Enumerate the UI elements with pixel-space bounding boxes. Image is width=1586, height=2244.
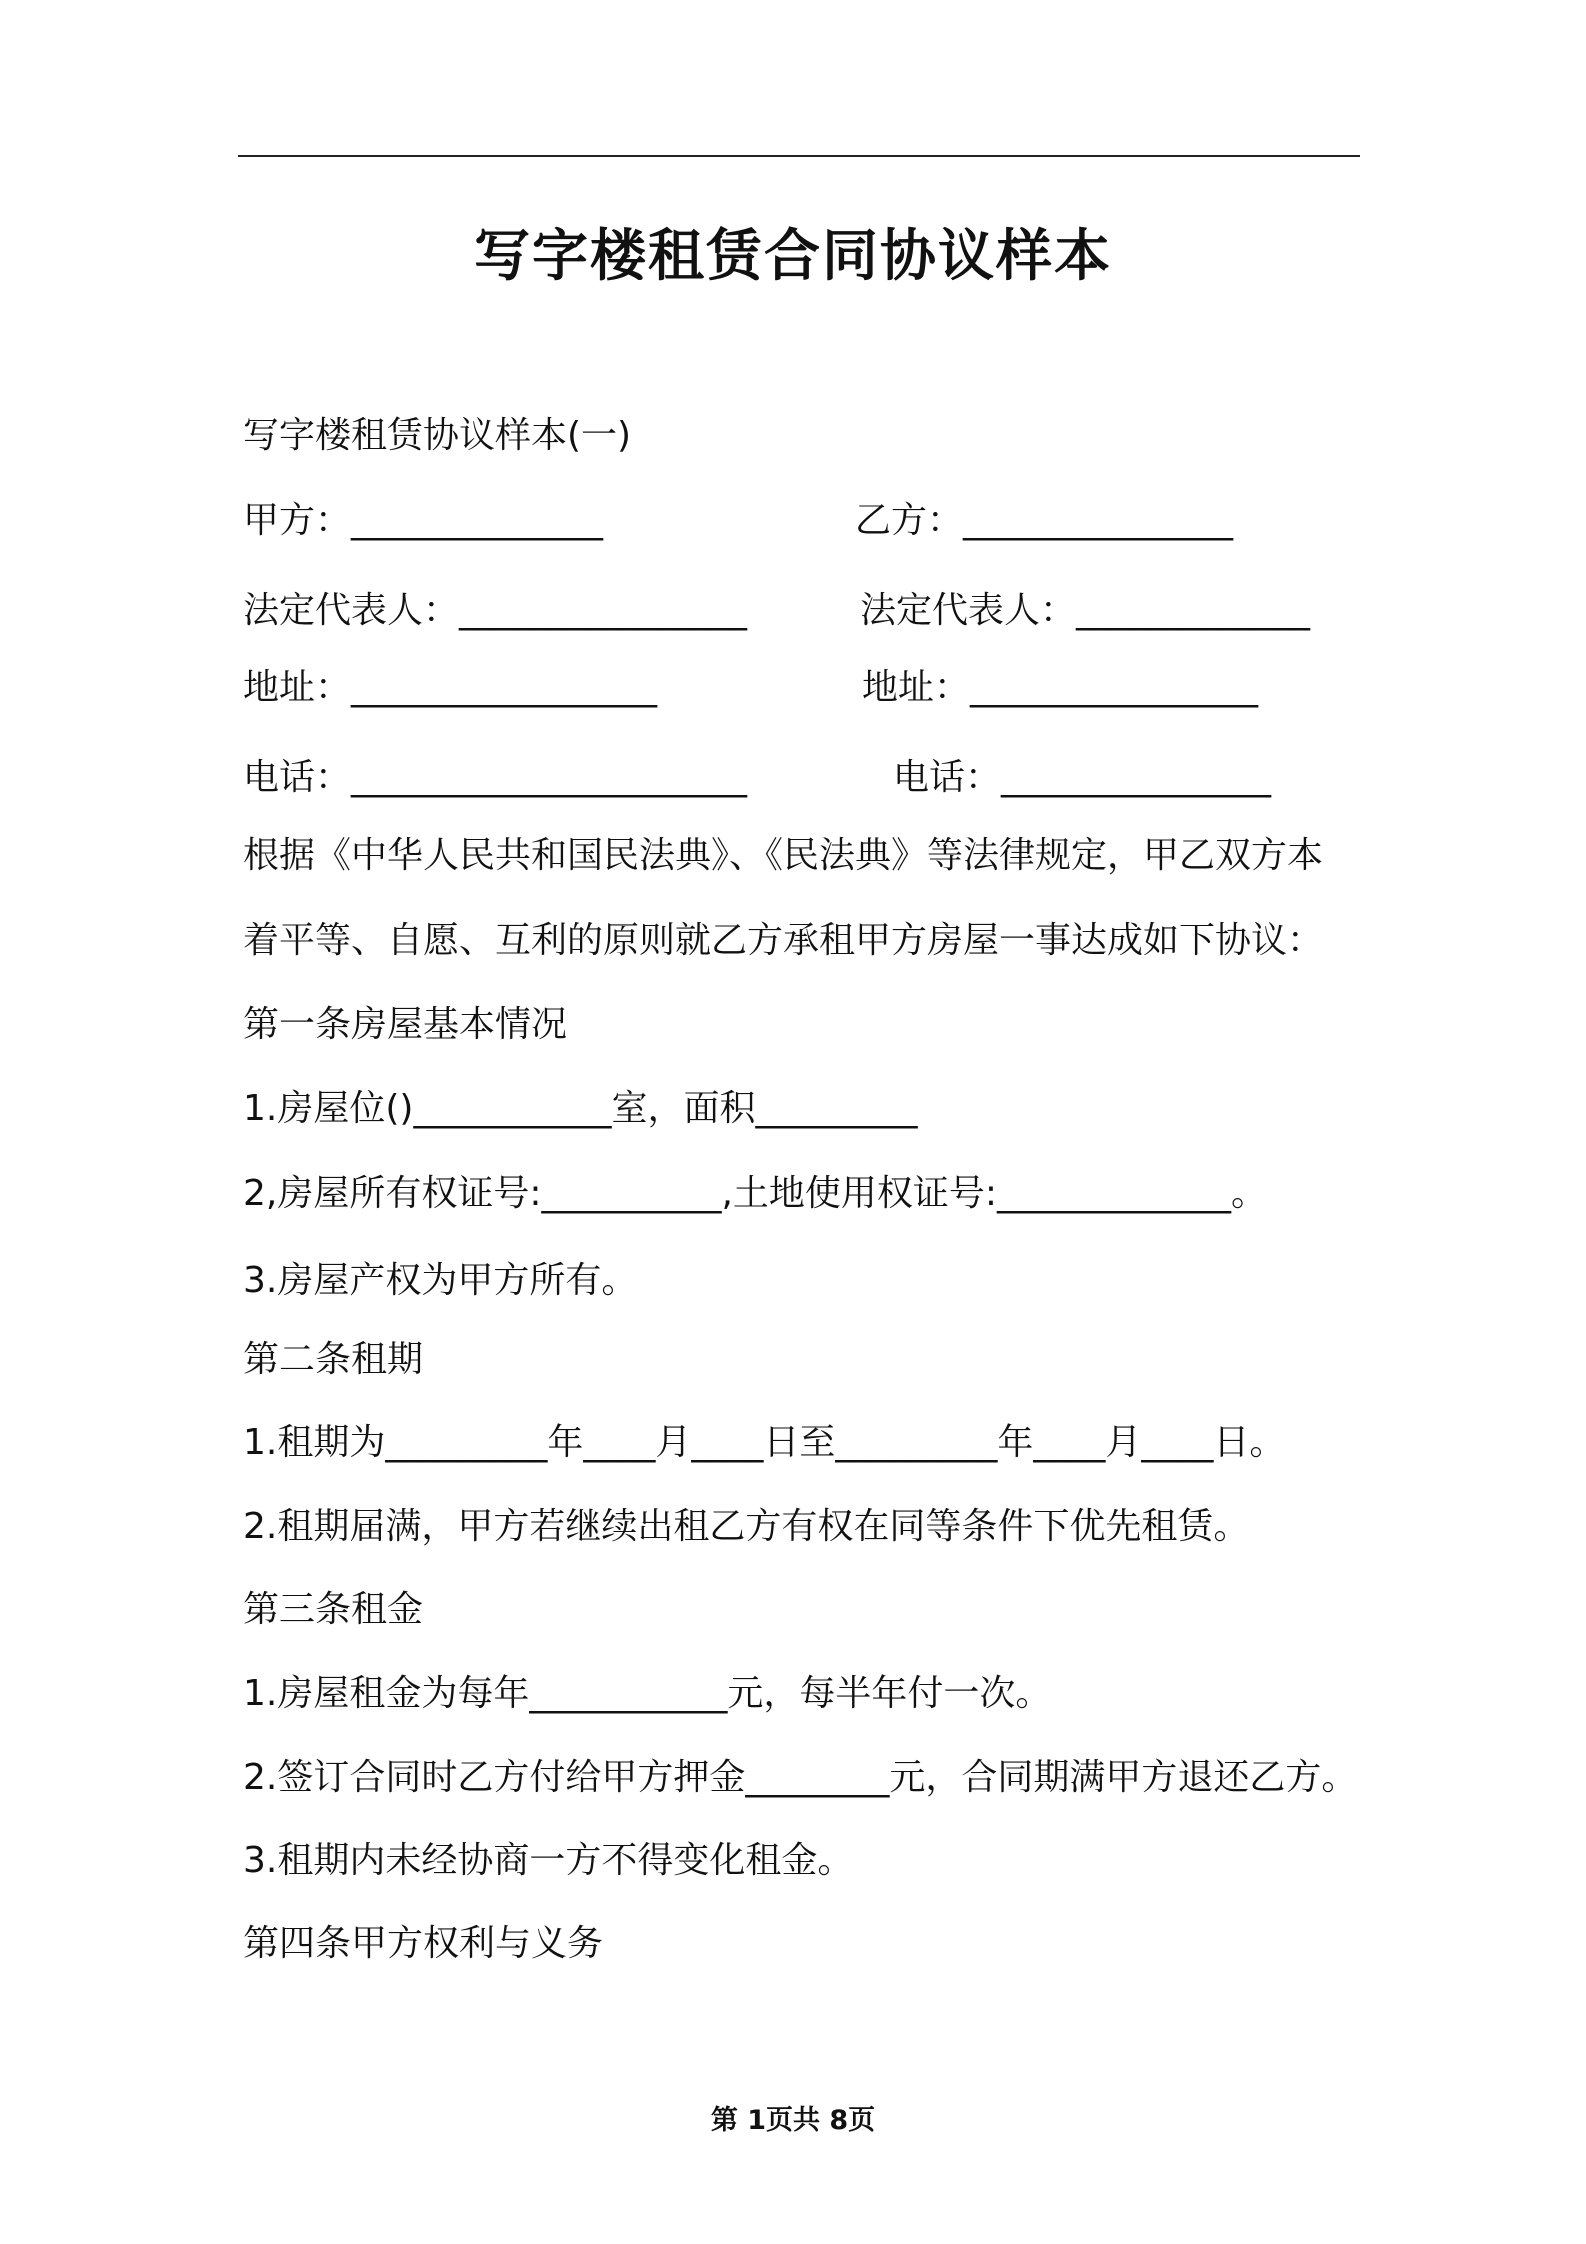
- article-2-item-2: 2.租期届满，甲方若继续出租乙方有权在同等条件下优先租赁。: [243, 1506, 1250, 1547]
- party-b-field: 乙方：_______________: [855, 500, 1234, 541]
- article-4-heading: 第四条甲方权利与义务: [243, 1923, 604, 1964]
- phone-b-field: 电话：_______________: [893, 757, 1272, 798]
- preamble-line-2: 着平等、自愿、互利的原则就乙方承租甲方房屋一事达成如下协议：: [243, 920, 1324, 961]
- article-2-heading: 第二条租期: [243, 1339, 424, 1380]
- article-3-item-1: 1.房屋租金为每年___________元，每半年付一次。: [243, 1673, 1052, 1714]
- representative-a-field: 法定代表人：________________: [243, 590, 748, 631]
- article-1-heading: 第一条房屋基本情况: [243, 1004, 568, 1045]
- article-3-item-2: 2.签订合同时乙方付给甲方押金________元，合同期满甲方退还乙方。: [243, 1757, 1358, 1798]
- article-3-item-3: 3.租期内未经协商一方不得变化租金。: [243, 1840, 854, 1881]
- article-2-item-1: 1.租期为_________年____月____日至_________年____月____日。: [243, 1422, 1286, 1463]
- article-1-item-2: 2,房屋所有权证号:__________,土地使用权证号:_____________。: [243, 1173, 1268, 1214]
- document-title: 写字楼租赁合同协议样本: [474, 224, 1112, 289]
- preamble-line-1: 根据《中华人民共和国民法典》、《民法典》等法律规定，甲乙双方本: [243, 835, 1324, 876]
- page-number-footer: 第 1页共 8页: [710, 2105, 876, 2136]
- header-rule: [238, 155, 1360, 157]
- address-b-field: 地址：________________: [862, 667, 1259, 708]
- address-a-field: 地址：_________________: [243, 667, 658, 708]
- party-a-field: 甲方：______________: [243, 500, 604, 541]
- section-subtitle: 写字楼租赁协议样本(一): [243, 415, 632, 456]
- representative-b-field: 法定代表人：_____________: [860, 590, 1311, 631]
- article-1-item-1: 1.房屋位()___________室，面积_________: [243, 1088, 918, 1129]
- phone-a-field: 电话：______________________: [243, 757, 748, 798]
- article-1-item-3: 3.房屋产权为甲方所有。: [243, 1260, 638, 1301]
- article-3-heading: 第三条租金: [243, 1589, 424, 1630]
